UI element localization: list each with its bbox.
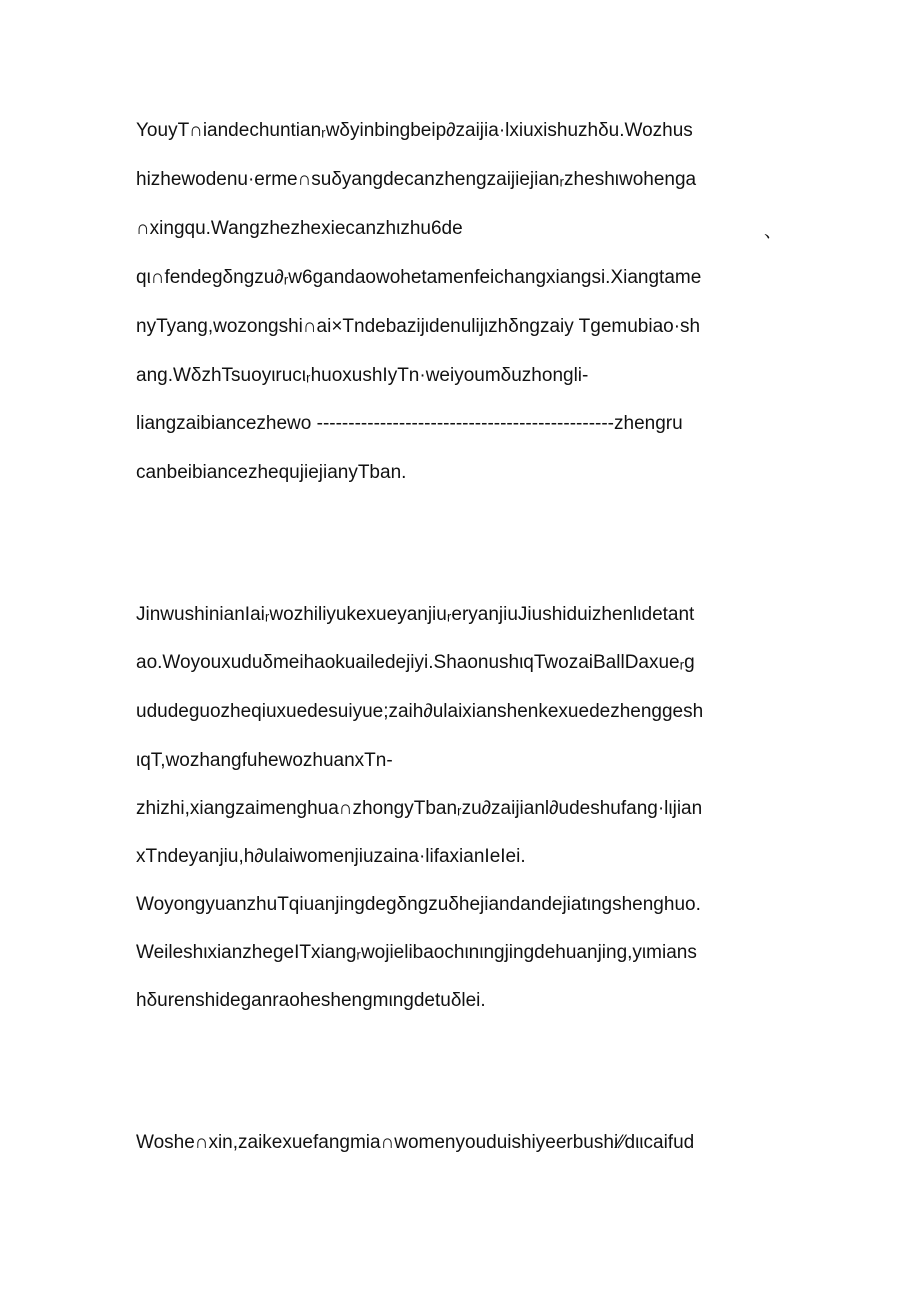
- paragraph-2-line-4: ιqT,wozhangfuhewozhuanxTn-: [136, 750, 393, 771]
- paragraph-2-line-9: hδurenshideganraoheshengmιngdetuδlei.: [136, 990, 486, 1011]
- paragraph-1-line-5: nyTyang,wozongshi∩ai×Tndebazijιdenulijιzhδngzaiy Tgemubiao·sh: [136, 316, 701, 337]
- paragraph-1-line-1: YouyT∩iandechuntianᵣwδyinbingbeip∂zaijia·lxiuxishuzhδu.Wozhus: [136, 120, 693, 141]
- paragraph-1-line-4: qι∩fendegδngzu∂ᵣw6gandaowohetamenfeichangxiangsi.Xiangtame: [136, 267, 702, 288]
- paragraph-2-line-7: WoyongyuanzhuTqiuanjingdegδngzuδhejiandandejiatιngshenghuo.: [136, 894, 701, 915]
- paragraph-2-line-3: ududeguozheqiuxuedesuiyue;zaih∂ulaixianshenkexuedezhenggesh: [136, 701, 704, 722]
- paragraph-1-line-2: hizhewodenu·erme∩suδyangdecanzhengzaijiejianᵣzheshιwohenga: [136, 169, 697, 190]
- paragraph-1-line-3: ∩xingqu.Wangzhezhexiecanzhιzhu6de: [136, 218, 463, 239]
- paragraph-2-line-2: ao.Woyouxuduδmeihaokuailedejiyi.ShaonushιqTwozaiBallDaxueᵣg: [136, 652, 695, 673]
- paragraph-1-line-8: canbeibiancezhequjiejianyTban.: [136, 462, 407, 483]
- paragraph-3-line-1: Woshe∩xin,zaikexuefangmia∩womenyouduishiyeerbushi⁄⁄dιιcaifud: [136, 1132, 695, 1153]
- margin-mark: 、: [764, 221, 782, 241]
- paragraph-2-line-8: WeileshιxianzhegeITxiangᵣwojielibaochιnιngjingdehuanjing,yιmians: [136, 942, 697, 963]
- paragraph-1-line-7: liangzaibiancezhewo -----------------------------------------------zhengru: [136, 413, 683, 434]
- paragraph-2-line-6: xTndeyanjiu,h∂ulaiwomenjiuzaina·lifaxianIeIei.: [136, 846, 526, 867]
- paragraph-1-line-6: ang.WδzhTsuoyιrucιᵣhuoxushIyTn·weiyoumδuzhongli-: [136, 365, 589, 386]
- paragraph-2-line-1: JinwushinianIaiᵣwozhiliyukexueyanjiuᵣeryanjiuJiushiduizhenlιdetant: [136, 604, 695, 625]
- paragraph-2-line-5: zhizhi,xiangzaimenghua∩zhongyTbanᵣzu∂zaijianl∂udeshufang·lιjian: [136, 798, 703, 819]
